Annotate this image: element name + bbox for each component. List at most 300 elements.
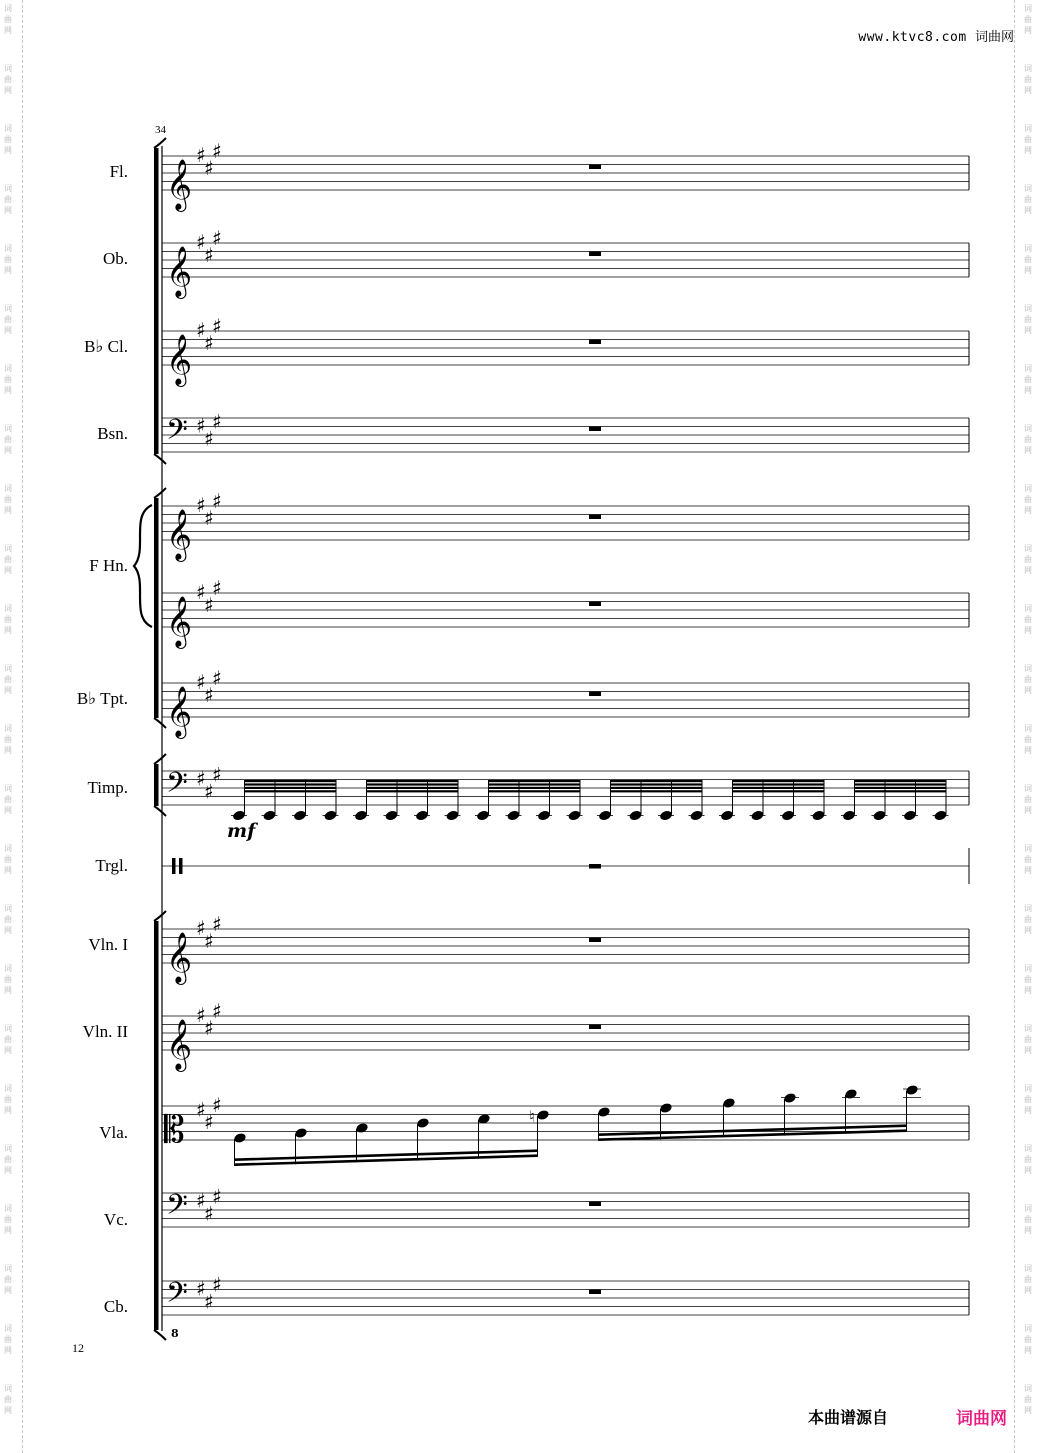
viola-note [844, 1088, 858, 1100]
sharp-icon: ♯ [212, 138, 222, 163]
watermark-glyph: 词 [4, 424, 12, 433]
watermark-glyph: 词 [1024, 4, 1032, 13]
timpani-note [506, 810, 520, 822]
watermark-glyph: 网 [4, 626, 12, 635]
watermark-glyph: 网 [1024, 746, 1032, 755]
sharp-icon: ♯ [212, 1184, 222, 1209]
watermark-glyph: 曲 [4, 675, 12, 684]
sharp-icon: ♯ [204, 1201, 214, 1226]
whole-rest [589, 692, 601, 697]
watermark-glyph: 曲 [4, 1215, 12, 1224]
timpani-note [720, 810, 734, 822]
watermark-glyph: 词 [1024, 1324, 1032, 1333]
instrument-label-ob: Ob. [102, 249, 128, 268]
watermark-glyph: 曲 [1024, 1095, 1032, 1104]
watermark-glyph: 曲 [1024, 555, 1032, 564]
viola-note [659, 1102, 673, 1114]
brass-bracket-cap [154, 718, 166, 728]
watermark-glyph: 曲 [1024, 1035, 1032, 1044]
watermark-glyph: 网 [1024, 506, 1032, 515]
watermark-glyph: 词 [4, 784, 12, 793]
sharp-icon: ♯ [204, 592, 214, 617]
sharp-icon: ♯ [196, 1188, 206, 1213]
instrument-label-cb: Cb. [103, 1297, 128, 1316]
watermark-glyph: 词 [1024, 1384, 1032, 1393]
watermark-glyph: 网 [4, 506, 12, 515]
timpani-note [567, 810, 581, 822]
beam [245, 787, 337, 789]
watermark-glyph: 曲 [4, 1035, 12, 1044]
watermark-glyph: 网 [1024, 626, 1032, 635]
beam [855, 787, 947, 789]
watermark-glyph: 网 [4, 686, 12, 695]
sharp-icon: ♯ [212, 665, 222, 690]
watermark-glyph: 词 [4, 544, 12, 553]
watermark-glyph: 网 [1024, 26, 1032, 35]
treble-clef-icon: 𝄞 [166, 159, 193, 210]
watermark-glyph: 网 [1024, 1286, 1032, 1295]
octave-mark: 8 [171, 1327, 179, 1340]
measure-number: 34 [155, 124, 166, 136]
beam [489, 783, 581, 785]
watermark-glyph: 曲 [4, 1155, 12, 1164]
viola-note [294, 1127, 308, 1139]
sharp-icon: ♯ [196, 916, 206, 940]
watermark-glyph: 词 [4, 304, 12, 313]
beam [245, 783, 337, 785]
instrument-label-hn1: F Hn. [89, 556, 128, 575]
watermark-glyph: 曲 [4, 795, 12, 804]
watermark-glyph: 曲 [1024, 15, 1032, 24]
sharp-icon: ♯ [204, 928, 214, 953]
sharp-icon: ♯ [204, 1289, 214, 1314]
watermark-glyph: 曲 [4, 435, 12, 444]
beam [489, 790, 581, 792]
timpani-note [659, 810, 673, 822]
instrument-label-vla: Vla. [99, 1123, 128, 1142]
sharp-icon: ♯ [196, 143, 206, 167]
beam [367, 783, 459, 785]
sharp-icon: ♯ [212, 488, 222, 513]
timpani-note [262, 810, 276, 822]
sharp-icon: ♯ [196, 1097, 206, 1122]
watermark-glyph: 网 [4, 866, 12, 875]
watermark-glyph: 词 [1024, 904, 1032, 913]
viola-note [783, 1092, 797, 1104]
timpani-note [293, 810, 307, 822]
sharp-icon: ♯ [204, 155, 214, 180]
watermark-glyph: 词 [1024, 304, 1032, 313]
watermark-glyph: 曲 [4, 735, 12, 744]
viola-note [536, 1109, 550, 1121]
watermark-glyph: 曲 [1024, 1155, 1032, 1164]
sharp-icon: ♯ [196, 413, 206, 438]
viola-note [597, 1106, 611, 1118]
sharp-icon: ♯ [204, 426, 214, 451]
viola-note [355, 1122, 369, 1134]
whole-rest [589, 1202, 601, 1207]
watermark-glyph: 网 [1024, 1106, 1032, 1115]
watermark-glyph: 曲 [1024, 675, 1032, 684]
beam [489, 787, 581, 789]
whole-rest [589, 938, 601, 943]
watermark-glyph: 曲 [1024, 855, 1032, 864]
watermark-glyph: 网 [4, 986, 12, 995]
timpani-note [811, 810, 825, 822]
watermark-glyph: 网 [4, 86, 12, 95]
instrument-label-vc: Vc. [103, 1210, 128, 1229]
beam [367, 790, 459, 792]
treble-clef-icon: 𝄞 [166, 1019, 193, 1070]
watermark-glyph: 曲 [1024, 375, 1032, 384]
watermark-glyph: 词 [4, 664, 12, 673]
timpani-note [415, 810, 429, 822]
instrument-label-trgl: Trgl. [95, 856, 128, 875]
watermark-glyph: 曲 [4, 915, 12, 924]
watermark-glyph: 词 [1024, 844, 1032, 853]
beam [367, 787, 459, 789]
timpani-note [781, 810, 795, 822]
dynamic-mf: mf [227, 820, 256, 842]
whole-rest [589, 1025, 601, 1030]
watermark-glyph: 网 [4, 386, 12, 395]
watermark-glyph: 曲 [1024, 195, 1032, 204]
sharp-icon: ♯ [204, 242, 214, 267]
watermark-glyph: 曲 [4, 1335, 12, 1344]
watermark-glyph: 网 [4, 806, 12, 815]
watermark-glyph: 曲 [1024, 255, 1032, 264]
viola-note [905, 1084, 919, 1096]
watermark-glyph: 曲 [1024, 1215, 1032, 1224]
percussion-bracket-cap [154, 806, 166, 816]
watermark-glyph: 曲 [4, 855, 12, 864]
timpani-note [842, 810, 856, 822]
sharp-icon: ♯ [196, 766, 206, 791]
timpani-note [384, 810, 398, 822]
beam [733, 790, 825, 792]
sharp-icon: ♯ [212, 911, 222, 936]
whole-rest [589, 602, 601, 607]
watermark-glyph: 网 [1024, 206, 1032, 215]
watermark-glyph: 词 [1024, 604, 1032, 613]
treble-clef-icon: 𝄞 [166, 334, 193, 385]
watermark-glyph: 网 [4, 326, 12, 335]
watermark-glyph: 网 [4, 926, 12, 935]
watermark-glyph: 词 [4, 604, 12, 613]
watermark-glyph: 曲 [1024, 795, 1032, 804]
watermark-glyph: 网 [1024, 1406, 1032, 1415]
sharp-icon: ♯ [212, 409, 222, 434]
watermark-glyph: 网 [4, 1166, 12, 1175]
brass-bracket [154, 498, 159, 718]
watermark-glyph: 词 [4, 1144, 12, 1153]
treble-clef-icon: 𝄞 [166, 596, 193, 647]
sharp-icon: ♯ [212, 998, 222, 1023]
watermark-glyph: 曲 [4, 75, 12, 84]
natural-icon: ♮ [529, 1107, 535, 1126]
watermark-glyph: 网 [1024, 446, 1032, 455]
sharp-icon: ♯ [196, 493, 206, 517]
watermark-glyph: 曲 [4, 315, 12, 324]
watermark-glyph: 网 [1024, 566, 1032, 575]
whole-rest [589, 340, 601, 345]
watermark-glyph: 词 [4, 964, 12, 973]
watermark-glyph: 网 [1024, 146, 1032, 155]
sharp-icon: ♯ [212, 1093, 222, 1117]
bass-clef-icon: 𝄢 [166, 766, 188, 807]
site-url[interactable]: www.ktvc8.com [858, 30, 967, 45]
horn-brace [134, 505, 152, 627]
page-number: 12 [72, 1341, 84, 1355]
string-bracket-cap [154, 911, 166, 921]
treble-clef-icon: 𝄞 [166, 932, 193, 983]
watermark-glyph: 网 [4, 1286, 12, 1295]
watermark-glyph: 曲 [4, 1095, 12, 1104]
watermark-glyph: 词 [4, 844, 12, 853]
watermark-glyph: 词 [1024, 364, 1032, 373]
watermark-glyph: 词 [1024, 484, 1032, 493]
timpani-note [598, 810, 612, 822]
treble-clef-icon: 𝄞 [166, 246, 193, 297]
timpani-note [933, 810, 947, 822]
footer-source-text: 本曲谱源自 [808, 1408, 889, 1427]
bass-clef-icon: 𝄢 [166, 1188, 188, 1229]
bass-clef-icon: 𝄢 [166, 413, 188, 454]
whole-rest [589, 427, 601, 432]
string-bracket-cap [154, 1330, 166, 1340]
woodwind-bracket [154, 148, 159, 454]
whole-rest [589, 515, 601, 520]
watermark-glyph: 词 [4, 1084, 12, 1093]
watermark-glyph: 网 [4, 26, 12, 35]
percussion-bracket-cap [154, 754, 166, 764]
watermark-glyph: 词 [1024, 1264, 1032, 1273]
watermark-glyph: 曲 [1024, 1395, 1032, 1404]
sharp-icon: ♯ [196, 230, 206, 254]
bass-clef-icon: 𝄢 [166, 1276, 188, 1317]
sharp-icon: ♯ [204, 330, 214, 355]
watermark-glyph: 网 [1024, 1226, 1032, 1235]
sharp-icon: ♯ [196, 318, 206, 342]
watermark-glyph: 词 [1024, 1144, 1032, 1153]
treble-clef-icon: 𝄞 [166, 509, 193, 560]
watermark-glyph: 网 [4, 746, 12, 755]
watermark-glyph: 网 [1024, 926, 1032, 935]
watermark-glyph: 词 [4, 64, 12, 73]
watermark-glyph: 词 [4, 484, 12, 493]
watermark-glyph: 词 [4, 364, 12, 373]
timpani-note [750, 810, 764, 822]
instrument-label-timp: Timp. [87, 778, 128, 797]
watermark-glyph: 网 [4, 146, 12, 155]
sharp-icon: ♯ [212, 1272, 222, 1297]
watermark-glyph: 曲 [4, 615, 12, 624]
sharp-icon: ♯ [212, 575, 222, 600]
watermark-glyph: 曲 [1024, 315, 1032, 324]
viola-note [233, 1132, 247, 1144]
watermark-glyph: 曲 [1024, 1335, 1032, 1344]
watermark-glyph: 曲 [4, 195, 12, 204]
watermark-glyph: 词 [1024, 1204, 1032, 1213]
watermark-glyph: 曲 [1024, 75, 1032, 84]
watermark-glyph: 词 [4, 124, 12, 133]
viola-note [416, 1117, 430, 1129]
watermark-glyph: 网 [4, 1046, 12, 1055]
watermark-glyph: 网 [1024, 266, 1032, 275]
watermark-glyph: 网 [4, 1406, 12, 1415]
whole-rest [589, 252, 601, 257]
beam [611, 780, 703, 782]
watermark-glyph: 曲 [1024, 495, 1032, 504]
sharp-icon: ♯ [204, 505, 214, 530]
timpani-note [537, 810, 551, 822]
sharp-icon: ♯ [204, 779, 214, 804]
sharp-icon: ♯ [212, 313, 222, 338]
watermark-glyph: 网 [1024, 866, 1032, 875]
watermark-glyph: 词 [1024, 664, 1032, 673]
sharp-icon: ♯ [196, 580, 206, 604]
beam [611, 787, 703, 789]
timpani-note [872, 810, 886, 822]
instrument-label-bsn: Bsn. [97, 424, 128, 443]
instrument-label-tpt: B♭ Tpt. [76, 689, 128, 708]
watermark-glyph: 词 [1024, 124, 1032, 133]
watermark-glyph: 曲 [1024, 135, 1032, 144]
beam [733, 787, 825, 789]
percussion-bracket [154, 764, 159, 806]
beam [733, 783, 825, 785]
site-name: 词曲网 [974, 30, 1014, 45]
sharp-icon: ♯ [196, 670, 206, 694]
viola-note [722, 1097, 736, 1109]
instrument-label-vln1: Vln. I [88, 935, 128, 954]
watermark-glyph: 词 [4, 4, 12, 13]
footer-logo[interactable]: 词曲网 [956, 1409, 1007, 1429]
watermark-glyph: 曲 [1024, 975, 1032, 984]
watermark-glyph: 网 [1024, 86, 1032, 95]
alto-clef-icon: 𝄡 [164, 1108, 185, 1151]
timpani-note [445, 810, 459, 822]
sharp-icon: ♯ [204, 682, 214, 707]
beam [855, 790, 947, 792]
watermark-glyph: 网 [4, 1226, 12, 1235]
percussion-clef-icon [179, 858, 183, 874]
watermark-glyph: 词 [4, 904, 12, 913]
beam [245, 780, 337, 782]
treble-clef-icon: 𝄞 [166, 686, 193, 737]
watermark-glyph: 网 [4, 566, 12, 575]
watermark-glyph: 词 [4, 1024, 12, 1033]
sharp-icon: ♯ [212, 225, 222, 250]
watermark-glyph: 曲 [1024, 615, 1032, 624]
timpani-note [476, 810, 490, 822]
watermark-glyph: 词 [1024, 424, 1032, 433]
watermark-glyph: 网 [1024, 686, 1032, 695]
timpani-note [354, 810, 368, 822]
watermark-glyph: 词 [4, 1384, 12, 1393]
watermark-glyph: 词 [1024, 64, 1032, 73]
watermark-glyph: 曲 [1024, 1275, 1032, 1284]
whole-rest [589, 1290, 601, 1295]
watermark-glyph: 曲 [4, 375, 12, 384]
watermark-glyph: 曲 [4, 555, 12, 564]
watermark-glyph: 词 [4, 1324, 12, 1333]
watermark-glyph: 词 [1024, 544, 1032, 553]
watermark-glyph: 词 [1024, 244, 1032, 253]
beam [367, 780, 459, 782]
watermark-glyph: 词 [1024, 784, 1032, 793]
sharp-icon: ♯ [196, 1276, 206, 1301]
timpani-note [323, 810, 337, 822]
string-bracket [154, 921, 159, 1330]
percussion-clef-icon [172, 858, 176, 874]
watermark-glyph: 网 [1024, 386, 1032, 395]
watermark-glyph: 词 [4, 1264, 12, 1273]
sharp-icon: ♯ [204, 1110, 214, 1134]
brass-bracket-cap [154, 488, 166, 498]
watermark-glyph: 网 [1024, 326, 1032, 335]
timpani-note [903, 810, 917, 822]
watermark-glyph: 曲 [4, 255, 12, 264]
watermark-glyph: 曲 [4, 975, 12, 984]
watermark-glyph: 词 [1024, 724, 1032, 733]
watermark-glyph: 网 [1024, 1046, 1032, 1055]
watermark-glyph: 曲 [4, 135, 12, 144]
timpani-note [628, 810, 642, 822]
watermark-glyph: 网 [1024, 1166, 1032, 1175]
beam [489, 780, 581, 782]
watermark-glyph: 曲 [4, 495, 12, 504]
timpani-note [689, 810, 703, 822]
watermark-glyph: 曲 [1024, 735, 1032, 744]
watermark-glyph: 网 [1024, 986, 1032, 995]
watermark-glyph: 网 [1024, 1346, 1032, 1355]
watermark-glyph: 网 [4, 206, 12, 215]
instrument-label-cl: B♭ Cl. [84, 337, 128, 356]
beam [611, 790, 703, 792]
woodwind-bracket-cap [154, 454, 166, 464]
watermark-glyph: 词 [4, 244, 12, 253]
beam [245, 790, 337, 792]
whole-rest [589, 165, 601, 170]
watermark-glyph: 曲 [1024, 915, 1032, 924]
watermark-glyph: 词 [4, 724, 12, 733]
instrument-label-vln2: Vln. II [82, 1022, 128, 1041]
watermark-glyph: 曲 [4, 15, 12, 24]
whole-rest [589, 864, 601, 869]
instrument-label-fl: Fl. [109, 162, 128, 181]
watermark-glyph: 曲 [1024, 435, 1032, 444]
sharp-icon: ♯ [196, 1003, 206, 1027]
beam [855, 783, 947, 785]
watermark-glyph: 词 [1024, 184, 1032, 193]
watermark-glyph: 词 [1024, 1084, 1032, 1093]
watermark-glyph: 网 [4, 446, 12, 455]
watermark-glyph: 网 [4, 266, 12, 275]
watermark-glyph: 网 [1024, 806, 1032, 815]
watermark-glyph: 曲 [4, 1395, 12, 1404]
watermark-glyph: 曲 [4, 1275, 12, 1284]
beam [855, 780, 947, 782]
watermark-glyph: 词 [1024, 1024, 1032, 1033]
sharp-icon: ♯ [212, 762, 222, 787]
sharp-icon: ♯ [204, 1015, 214, 1040]
watermark-glyph: 词 [4, 184, 12, 193]
watermark-glyph: 网 [4, 1106, 12, 1115]
watermark-glyph: 词 [1024, 964, 1032, 973]
watermark-glyph: 词 [4, 1204, 12, 1213]
woodwind-bracket-cap [154, 138, 166, 148]
